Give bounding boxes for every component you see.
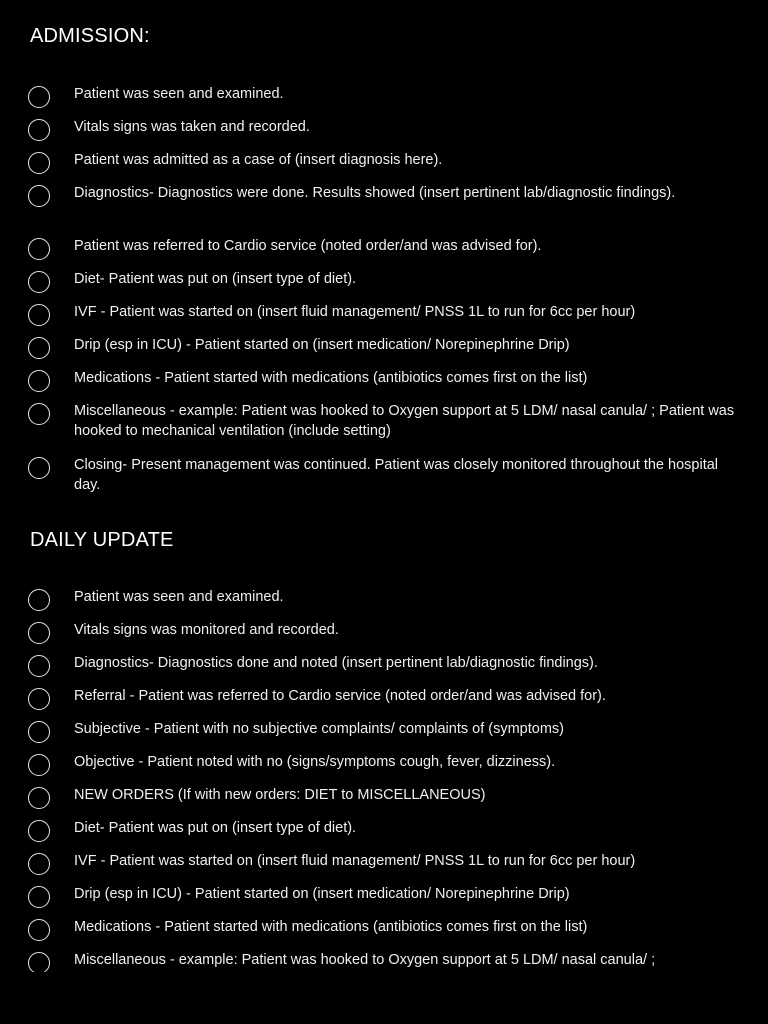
daily-update-checkbox[interactable] (28, 655, 50, 677)
admission-checkbox[interactable] (28, 337, 50, 359)
daily-update-item-text: Vitals signs was monitored and recorded. (74, 622, 339, 638)
daily-update-checkbox[interactable] (28, 820, 50, 842)
daily-update-checkbox[interactable] (28, 754, 50, 776)
admission-checkbox[interactable] (28, 185, 50, 207)
admission-item-text: Patient was seen and examined. (74, 86, 284, 102)
daily-update-checkbox[interactable] (28, 688, 50, 710)
admission-checkbox[interactable] (28, 304, 50, 326)
admission-heading: ADMISSION: (30, 25, 150, 47)
admission-checkbox[interactable] (28, 403, 50, 425)
daily-update-checkbox[interactable] (28, 919, 50, 941)
bottom-fade (0, 972, 768, 1024)
daily-update-item-text: Objective - Patient noted with no (signs/symptoms cough, fever, dizziness). (74, 754, 556, 770)
admission-checkbox[interactable] (28, 370, 50, 392)
daily-update-checkbox[interactable] (28, 952, 50, 974)
admission-checkbox[interactable] (28, 457, 50, 479)
admission-item-text: Diet- Patient was put on (insert type of diet). (74, 271, 357, 287)
daily-update-item-text: NEW ORDERS (If with new orders: DIET to MISCELLANEOUS) (74, 787, 486, 803)
daily-update-item-text: Patient was seen and examined. (74, 589, 284, 605)
daily-update-item-text: Referral - Patient was referred to Cardio service (noted order/and was advised for). (74, 688, 606, 704)
admission-checkbox[interactable] (28, 86, 50, 108)
admission-item-text: Closing- Present management was continued. Patient was closely monitored throughout the hospital day. (74, 457, 719, 493)
admission-checkbox[interactable] (28, 119, 50, 141)
daily-update-heading: DAILY UPDATE (30, 529, 174, 551)
admission-checkbox[interactable] (28, 271, 50, 293)
admission-item-text: Miscellaneous - example: Patient was hooked to Oxygen support at 5 LDM/ nasal canula/ ; Patient was hooked to mechanical ventilation (include setting) (74, 403, 735, 439)
daily-update-checkbox[interactable] (28, 622, 50, 644)
admission-item-text: IVF - Patient was started on (insert fluid management/ PNSS 1L to run for 6cc per hour) (74, 304, 636, 320)
daily-update-checkbox[interactable] (28, 721, 50, 743)
admission-item-text: Drip (esp in ICU) - Patient started on (insert medication/ Norepinephrine Drip) (74, 337, 570, 353)
daily-update-checkbox[interactable] (28, 886, 50, 908)
daily-update-checkbox[interactable] (28, 589, 50, 611)
admission-checkbox[interactable] (28, 152, 50, 174)
daily-update-checkbox[interactable] (28, 853, 50, 875)
daily-update-item-text: Diagnostics- Diagnostics done and noted (insert pertinent lab/diagnostic findings). (74, 655, 598, 671)
daily-update-item-text: Diet- Patient was put on (insert type of diet). (74, 820, 357, 836)
admission-item-text: Medications - Patient started with medications (antibiotics comes first on the list) (74, 370, 588, 386)
admission-item-text: Patient was admitted as a case of (insert diagnosis here). (74, 152, 443, 168)
admission-item-text: Vitals signs was taken and recorded. (74, 119, 310, 135)
daily-update-item-text: IVF - Patient was started on (insert fluid management/ PNSS 1L to run for 6cc per hour) (74, 853, 636, 869)
admission-checkbox[interactable] (28, 238, 50, 260)
daily-update-item-text: Drip (esp in ICU) - Patient started on (insert medication/ Norepinephrine Drip) (74, 886, 570, 902)
daily-update-checkbox[interactable] (28, 787, 50, 809)
daily-update-item-text: Miscellaneous - example: Patient was hooked to Oxygen support at 5 LDM/ nasal canula/ ; (74, 952, 656, 968)
daily-update-item-text: Subjective - Patient with no subjective complaints/ complaints of (symptoms) (74, 721, 564, 737)
daily-update-item-text: Medications - Patient started with medications (antibiotics comes first on the list) (74, 919, 588, 935)
admission-item-text: Diagnostics- Diagnostics were done. Results showed (insert pertinent lab/diagnostic findings). (74, 185, 676, 201)
admission-item-text: Patient was referred to Cardio service (noted order/and was advised for). (74, 238, 542, 254)
